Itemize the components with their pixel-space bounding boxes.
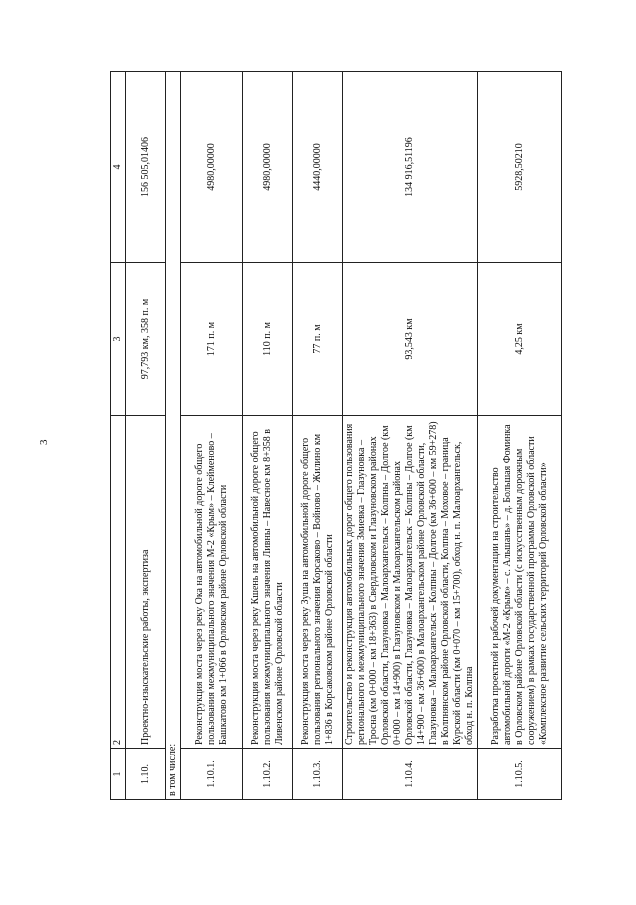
row-number: 1.10.4. [343, 749, 478, 800]
row-amount: 4980,00000 [181, 72, 243, 263]
row-name: Реконструкция моста через реку Зуша на автомобильной дороге общего пользования регионального значения Корсаково – Войново – Жилино км 1+836 в Корсаковском районе Орловской области [293, 416, 343, 749]
row-amount: 4980,00000 [243, 72, 293, 263]
table-row [293, 72, 343, 800]
row-number: 1.10.5. [478, 749, 562, 800]
row-name: Проектно-изыскательские работы, экспертиза [126, 416, 166, 749]
row-number: 1.10.1. [181, 749, 243, 800]
subheader-row [166, 72, 181, 800]
table-row [243, 72, 293, 800]
header-col-1: 1 [111, 749, 126, 800]
row-length: 171 п. м [181, 263, 243, 416]
row-name: Строительство и реконструкция автомобильных дорог общего пользования регионального и межмуниципального значения Змиевка – Глазуновка – Тросна (км 0+000 – км 18+363) в Свердловском и Глазуновском районах Орловской области, Глазуновка – Малоархангельск – Колпны – Долгое (км 0+000 – км 14+900) в Глазуновском и Малоархангельском районах Орловской области, Глазуновка – Малоархангельск – Колпны – Долгое (км 14+900 – км 36+600) в Малоархангельском районе Орловской области, Глазуновка – Малоархангельск – Колпны – Долгое (км 36+600 – км 59+278) в Колпнянском районе Орловской области, Колпна – Моховое – граница Курской области (км 0+070 – км 15+700), обход н. п. Малоархангельск, обход н. п. Колпна [343, 416, 478, 749]
row-length: 4,25 км [478, 263, 562, 416]
subheader-text: в том числе: [166, 72, 181, 800]
rotated-table-page [110, 100, 549, 800]
row-number: 1.10.3. [293, 749, 343, 800]
row-length: 97,793 км, 358 п. м [126, 263, 166, 416]
row-name: Реконструкция моста через реку Кшень на автомобильной дороге общего пользования межмуниципального значения Ливны – Навесное км 8+358 в Ливенском районе Орловской области [243, 416, 293, 749]
table-header-row [111, 72, 126, 800]
row-number: 1.10. [126, 749, 166, 800]
row-name: Реконструкция моста через реку Ока на автомобильной дороге общего пользования межмуниципального значения М-2 «Крым» – Клейменово – Башкатово км 1+066 в Орловском районе Орловской области [181, 416, 243, 749]
row-amount: 134 916,51196 [343, 72, 478, 263]
row-amount: 5928,50210 [478, 72, 562, 263]
row-amount: 4440,00000 [293, 72, 343, 263]
header-col-2: 2 [111, 416, 126, 749]
row-name: Разработка проектной и рабочей документации на строительство автомобильной дороги «М-2 «Крым» – с. Альшань» – д. Большая Фоминка в Орловском районе Орловской области (с искусственным дорожным сооружением) в рамках государственной программы Орловской области «Комплексное развитие сельских территорий Орловской области» [478, 416, 562, 749]
row-amount: 156 505,01406 [126, 72, 166, 263]
table-row [343, 72, 478, 800]
works-table [110, 71, 562, 800]
table-row [478, 72, 562, 800]
header-col-3: 3 [111, 263, 126, 416]
page-number: 3 [38, 439, 50, 445]
row-number: 1.10.2. [243, 749, 293, 800]
row-length: 93,543 км [343, 263, 478, 416]
header-col-4: 4 [111, 72, 126, 263]
table-row [181, 72, 243, 800]
row-length: 110 п. м [243, 263, 293, 416]
row-length: 77 п. м [293, 263, 343, 416]
table-row [126, 72, 166, 800]
